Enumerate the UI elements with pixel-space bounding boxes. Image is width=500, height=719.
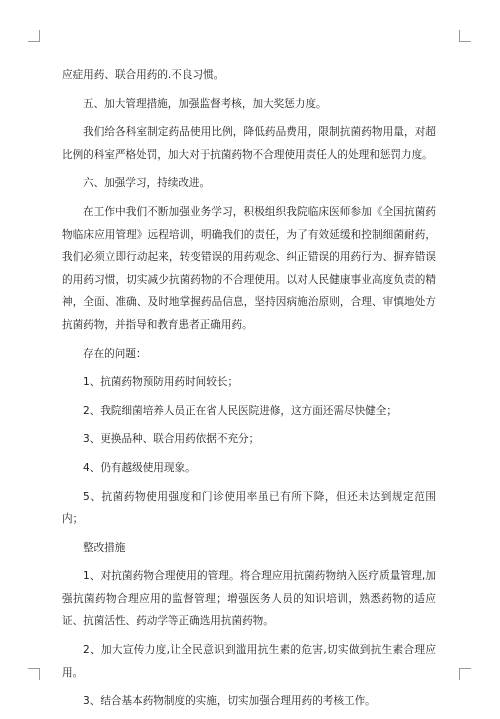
measures-heading: 整改措施 <box>83 541 126 554</box>
section-heading-six: 六、加强学习，持续改进。 <box>83 177 211 190</box>
crop-mark-top-right <box>459 30 471 42</box>
measure-item-3: 3、结合基本药物制度的实施，切实加强合理用药的考核工作。 <box>83 695 376 708</box>
crop-mark-bottom-right <box>459 668 471 680</box>
paragraph-training: 在工作中我们不断加强业务学习，积极组织我院临床医师参加《全国抗菌药物临床应用管理》远程培训，明确我们的责任，为了有效延缓和控制细菌耐药，我们必须立即行动起来，转变错误的用药观念、纠正错误的用药行为、摒弃错误的用药习惯，切实减少抗菌药物的不合理使用。以对人民健康事业高度负责的精神，全面、准确、及时地掌握药品信息，坚持因病施治原则，合理、审慎地处方抗菌药物，并指导和教育患者正确用药。 <box>62 205 436 331</box>
measure-item-1: 1、对抗菌药物合理使用的管理。将合理应用抗菌药物纳入医疗质量管理,加强抗菌药物合理应用的监督管理；增强医务人员的知识培训，熟悉药物的适应证、抗菌活性、药动学等正确选用抗菌药物。 <box>62 570 436 628</box>
problems-heading: 存在的问题： <box>83 347 147 360</box>
problem-item-5: 5、抗菌药物使用强度和门诊使用率虽已有所下降，但还未达到规定范围内； <box>62 490 436 526</box>
paragraph-continuation: 应症用药、联合用药的.不良习惯。 <box>62 69 225 81</box>
measure-item-2: 2、加大宣传力度,让全民意识到滥用抗生素的危害,切实做到抗生素合理应用。 <box>62 644 436 679</box>
problem-item-1: 1、抗菌药物预防用药时间较长； <box>83 376 239 389</box>
crop-mark-bottom-left <box>28 668 40 680</box>
problem-item-4: 4、仍有越级使用现象。 <box>83 461 196 474</box>
document-body <box>62 64 436 719</box>
problem-item-2: 2、我院细菌培养人员正在省人民医院进修，这方面还需尽快健全； <box>83 404 397 417</box>
problem-item-3: 3、更换品种、联合用药依据不充分； <box>83 433 260 446</box>
paragraph-drug-ratio: 我们给各科室制定药品使用比例，降低药品费用，限制抗菌药物用量，对超比例的科室严格处罚，加大对于抗菌药物不合理使用责任人的处理和惩罚力度。 <box>62 126 436 161</box>
section-heading-five: 五、加大管理措施，加强监督考核，加大奖惩力度。 <box>83 97 327 110</box>
crop-mark-top-left <box>28 30 40 42</box>
